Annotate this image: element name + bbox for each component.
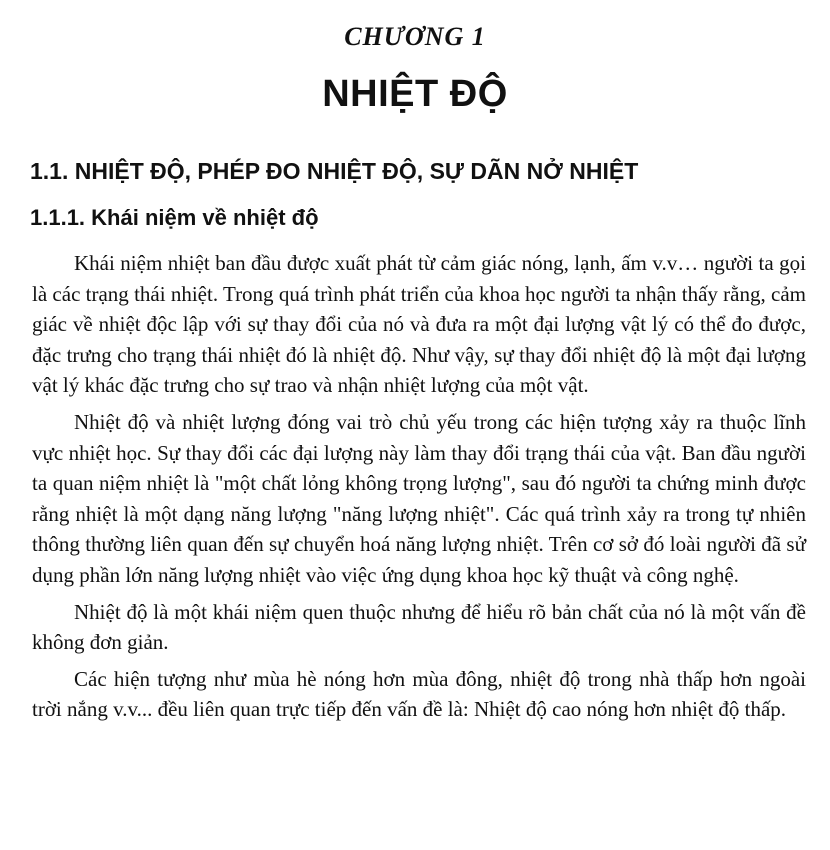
- subsection-heading: 1.1.1. Khái niệm về nhiệt độ: [30, 205, 319, 230]
- body-text: [32, 248, 806, 731]
- paragraph: Nhiệt độ là một khái niệm quen thuộc nhưng để hiểu rõ bản chất của nó là một vấn đề không đơn giản.: [32, 599, 806, 655]
- paragraph: Các hiện tượng như mùa hè nóng hơn mùa đông, nhiệt độ trong nhà thấp hơn ngoài trời nắng v.v... đều liên quan trực tiếp đến vấn đề là: Nhiệt độ cao nóng hơn nhiệt độ thấp.: [32, 666, 806, 722]
- chapter-label: CHƯƠNG 1: [344, 22, 486, 51]
- section-heading: 1.1. NHIỆT ĐỘ, PHÉP ĐO NHIỆT ĐỘ, SỰ DÃN NỞ NHIỆT: [30, 158, 639, 184]
- paragraph: Nhiệt độ và nhiệt lượng đóng vai trò chủ yếu trong các hiện tượng xảy ra thuộc lĩnh vực nhiệt học. Sự thay đổi các đại lượng này làm thay đổi trạng thái của vật. Ban đầu người ta quan niệm nhiệt là "một chất lỏng không trọng lượng", sau đó người ta chứng minh được rằng nhiệt là một dạng năng lượng "năng lượng nhiệt". Các quá trình xảy ra trong tự nhiên thông thường liên quan đến sự chuyển hoá năng lượng nhiệt. Trên cơ sở đó loài người đã sử dụng phần lớn năng lượng nhiệt vào việc ứng dụng khoa học kỹ thuật và công nghệ.: [32, 409, 806, 587]
- chapter-title: NHIỆT ĐỘ: [322, 73, 508, 115]
- paragraph: Khái niệm nhiệt ban đầu được xuất phát từ cảm giác nóng, lạnh, ấm v.v… người ta gọi là các trạng thái nhiệt. Trong quá trình phát triển của khoa học người ta nhận thấy rằng, cảm giác về nhiệt độc lập với sự thay đổi của nó và đưa ra một đại lượng vật lý có thể đo được, đặc trưng cho trạng thái nhiệt đó là nhiệt độ. Như vậy, sự thay đổi nhiệt độ là một đại lượng vật lý khác đặc trưng cho sự trao và nhận nhiệt lượng của một vật.: [32, 251, 806, 398]
